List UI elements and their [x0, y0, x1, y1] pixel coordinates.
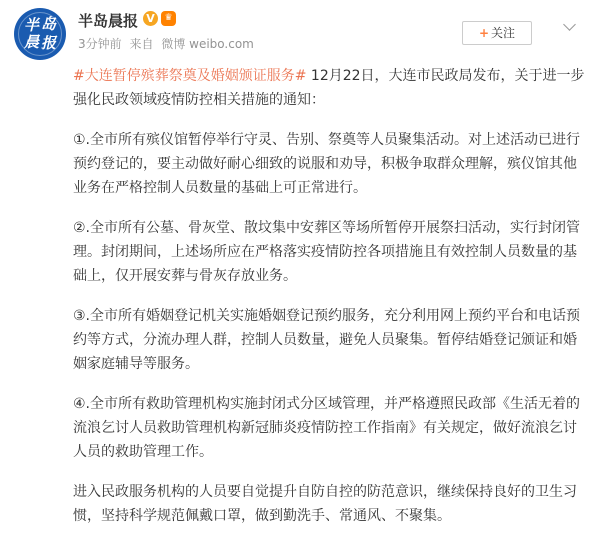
post-source[interactable]: 微博 weibo.com: [161, 37, 254, 51]
intro-text: 12月22日，大连市民政局发布，关于进一步强化民政领域疫情防控相关措施的通知：: [73, 68, 585, 108]
chevron-down-icon[interactable]: [563, 18, 576, 31]
post-paragraph: ③.全市所有婚姻登记机关实施婚姻登记预约服务，充分利用网上预约平台和电话预约等方式，分流办理人群，控制人员数量，避免人员聚集。暂停结婚登记颁证和婚姻家庭辅导等服务。: [73, 308, 580, 372]
source-prefix: 来自: [129, 37, 154, 51]
post-intro: [73, 64, 585, 112]
follow-label: 关注: [491, 26, 516, 40]
verified-v-icon: V: [143, 11, 158, 26]
plus-icon: +: [478, 26, 490, 40]
topic-link[interactable]: #大连暂停殡葬祭奠及婚姻颁证服务#: [73, 68, 307, 84]
post-paragraph: 进入民政服务机构的人员要自觉提升自防自控的防范意识，继续保持良好的卫生习惯，坚持科学规范佩戴口罩，做到勤洗手、常通风、不聚集。: [73, 484, 577, 524]
post-meta: [78, 35, 258, 52]
post-time[interactable]: 3分钟前: [78, 37, 122, 51]
post-content: [73, 64, 585, 544]
avatar-char: 半: [24, 16, 40, 34]
avatar-char: 报: [41, 34, 57, 52]
post-paragraph: ④.全市所有救助管理机构实施封闭式分区域管理，并严格遵照民政部《生活无着的流浪乞讨人员救助管理机构新冠肺炎疫情防控工作指南》有关规定，做好流浪乞讨人员的救助管理工作。: [73, 396, 580, 460]
post-paragraph: ①.全市所有殡仪馆暂停举行守灵、告别、祭奠等人员聚集活动。对上述活动已进行预约登记的，要主动做好耐心细致的说服和劝导，积极争取群众理解，殡仪馆其他业务在严格控制人员数量的基础上可正常进行。: [73, 132, 580, 196]
avatar[interactable]: [14, 8, 66, 60]
avatar-char: 岛: [41, 15, 57, 33]
vip-icon: ♛: [161, 11, 176, 26]
post-paragraph: ②.全市所有公墓、骨灰堂、散坟集中安葬区等场所暂停开展祭扫活动，实行封闭管理。封闭期间，上述场所应在严格落实疫情防控各项措施且有效控制人员数量的基础上，仅开展安葬与骨灰存放业务。: [73, 220, 580, 284]
account-name[interactable]: 半岛晨报: [78, 12, 139, 30]
follow-button[interactable]: [462, 21, 532, 45]
avatar-char: 晨: [24, 33, 40, 51]
